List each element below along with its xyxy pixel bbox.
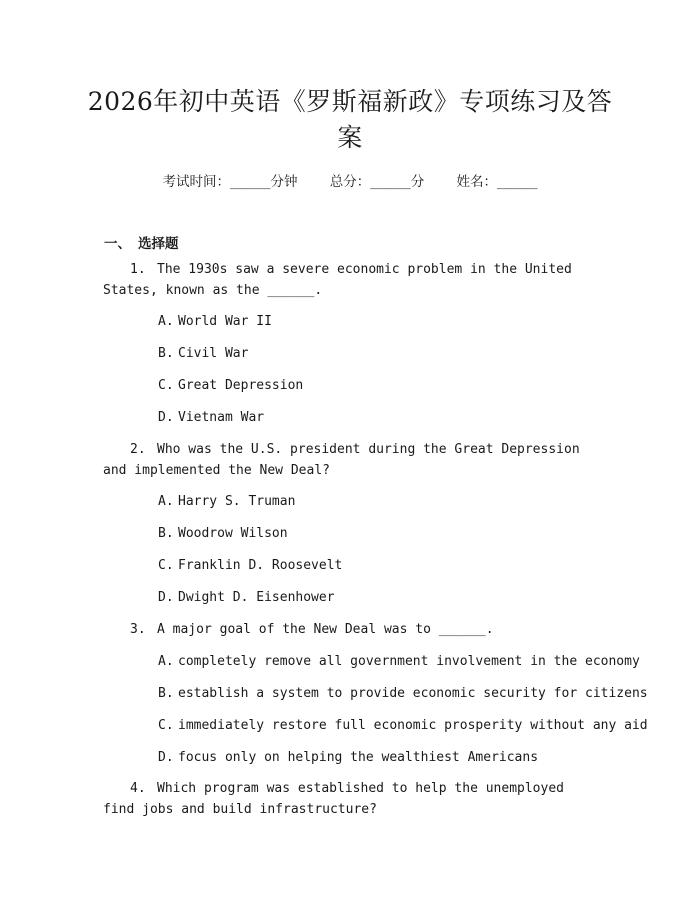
- document-title: 2026年初中英语《罗斯福新政》专项练习及答案: [87, 87, 613, 152]
- option-text: World War II: [178, 314, 272, 329]
- option-text: Franklin D. Roosevelt: [178, 558, 343, 573]
- question-text: The 1930s saw a severe economic problem in the United States, known as the ______.: [103, 262, 572, 298]
- option-text: Woodrow Wilson: [178, 526, 288, 541]
- option-letter: A.: [158, 654, 174, 669]
- option-3b: [158, 685, 648, 703]
- option-2a: [158, 493, 295, 511]
- option-letter: C.: [158, 558, 174, 573]
- question-number: 3.: [130, 622, 146, 637]
- option-text: Vietnam War: [178, 410, 265, 425]
- option-1a: [158, 313, 272, 331]
- exam-meta: [0, 170, 700, 190]
- option-1c: [158, 377, 303, 395]
- option-letter: A.: [158, 494, 174, 509]
- question-number: 2.: [130, 442, 146, 457]
- option-text: Civil War: [178, 346, 249, 361]
- total-score-label: 总分：______分: [329, 174, 425, 190]
- option-3a: [158, 653, 640, 671]
- option-letter: B.: [158, 686, 174, 701]
- option-letter: D.: [158, 590, 174, 605]
- question-text: Which program was established to help the unemployed find jobs and build infrastructure?: [103, 781, 564, 817]
- question-1: [103, 259, 603, 301]
- section-title: 选择题: [138, 236, 179, 252]
- option-letter: A.: [158, 314, 174, 329]
- option-2b: [158, 525, 288, 543]
- option-1b: [158, 345, 248, 363]
- option-letter: D.: [158, 410, 174, 425]
- question-number: 4.: [130, 781, 146, 796]
- question-3: [103, 619, 603, 640]
- section-number: 一、: [104, 236, 131, 252]
- option-letter: D.: [158, 750, 174, 765]
- option-letter: C.: [158, 718, 174, 733]
- option-letter: B.: [158, 346, 174, 361]
- exam-time-label: 考试时间：______分钟: [162, 174, 298, 190]
- option-text: Harry S. Truman: [178, 494, 296, 509]
- option-3c: [158, 717, 648, 735]
- option-1d: [158, 409, 264, 427]
- question-4: [103, 778, 603, 820]
- option-text: establish a system to provide economic security for citizens: [178, 686, 648, 701]
- question-2: [103, 439, 603, 481]
- option-letter: C.: [158, 378, 174, 393]
- option-2d: [158, 589, 335, 607]
- option-text: immediately restore full economic prosperity without any aid: [178, 718, 648, 733]
- option-text: Dwight D. Eisenhower: [178, 590, 335, 605]
- question-number: 1.: [130, 262, 146, 277]
- option-text: Great Depression: [178, 378, 304, 393]
- option-text: focus only on helping the wealthiest Americans: [178, 750, 539, 765]
- section-heading: [104, 232, 179, 252]
- question-text: A major goal of the New Deal was to ______.: [157, 622, 494, 637]
- option-text: completely remove all government involvement in the economy: [178, 654, 640, 669]
- option-2c: [158, 557, 342, 575]
- student-name-label: 姓名：______: [456, 174, 538, 190]
- question-text: Who was the U.S. president during the Great Depression and implemented the New Deal?: [103, 442, 580, 478]
- option-letter: B.: [158, 526, 174, 541]
- option-3d: [158, 749, 538, 767]
